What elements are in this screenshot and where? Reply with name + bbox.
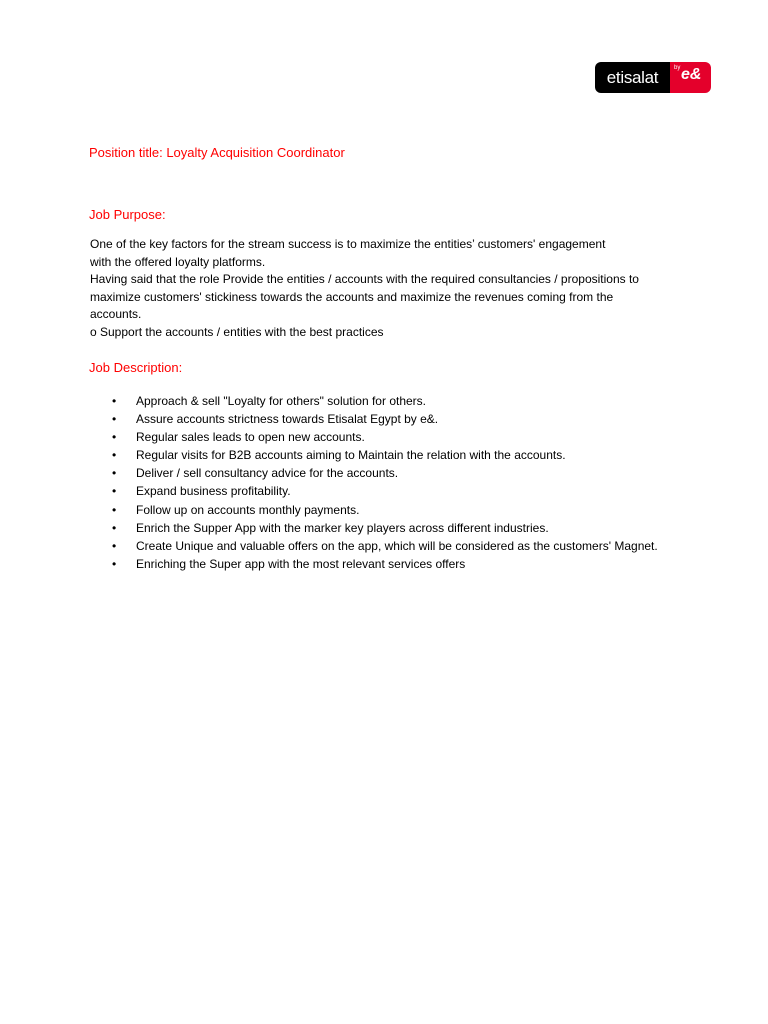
job-description-heading: Job Description:	[89, 360, 183, 375]
bullet-icon: •	[112, 448, 117, 463]
list-item	[112, 410, 672, 428]
list-item-text: Assure accounts strictness towards Etisalat Egypt by e&.	[136, 412, 439, 427]
bullet-icon: •	[112, 556, 117, 571]
list-item	[112, 519, 672, 537]
job-purpose-line: accounts.	[90, 307, 142, 322]
job-purpose-heading: Job Purpose:	[89, 207, 166, 222]
bullet-icon: •	[112, 502, 117, 517]
job-purpose-line: maximize customers' stickiness towards the accounts and maximize the revenues coming from the	[90, 289, 614, 304]
job-purpose-line: One of the key factors for the stream success is to maximize the entities’ customers' engagement	[90, 237, 606, 251]
list-item	[112, 446, 672, 464]
list-item-text: Enriching the Super app with the most relevant services offers	[136, 556, 466, 571]
bullet-icon: •	[112, 412, 117, 427]
logo-mark-text: e&	[681, 66, 702, 83]
list-item	[112, 501, 672, 519]
etisalat-logo	[595, 62, 711, 93]
list-item	[112, 428, 672, 446]
list-item-text: Create Unique and valuable offers on the app, which will be considered as the customers' Magnet.	[136, 538, 658, 553]
list-item-text: Expand business profitability.	[136, 484, 291, 499]
bullet-icon: •	[112, 394, 117, 408]
logo-by-text: by	[674, 65, 681, 71]
list-item	[112, 482, 672, 500]
list-item-text: Follow up on accounts monthly payments.	[136, 502, 360, 517]
list-item-text: Regular sales leads to open new accounts.	[136, 430, 365, 445]
logo-brand-text: etisalat	[595, 62, 670, 93]
list-item	[112, 555, 672, 573]
job-purpose-text	[90, 236, 690, 342]
logo-eand-mark	[670, 62, 711, 93]
bullet-icon: •	[112, 430, 117, 445]
job-purpose-line: o Support the accounts / entities with the best practices	[90, 324, 384, 339]
bullet-icon: •	[112, 466, 117, 481]
bullet-icon: •	[112, 484, 117, 499]
list-item	[112, 464, 672, 482]
bullet-icon: •	[112, 538, 117, 553]
list-item	[112, 537, 672, 555]
list-item-text: Approach & sell "Loyalty for others" solution for others.	[136, 394, 426, 408]
position-title: Position title: Loyalty Acquisition Coordinator	[89, 145, 345, 160]
list-item-text: Enrich the Supper App with the marker key players across different industries.	[136, 520, 549, 535]
list-item	[112, 392, 672, 410]
job-purpose-line: with the offered loyalty platforms.	[90, 254, 266, 269]
list-item-text: Regular visits for B2B accounts aiming to Maintain the relation with the accounts.	[136, 448, 566, 463]
bullet-icon: •	[112, 520, 117, 535]
job-description-list	[112, 392, 672, 573]
list-item-text: Deliver / sell consultancy advice for the accounts.	[136, 466, 399, 481]
job-purpose-line: Having said that the role Provide the entities / accounts with the required consultancies / propositions to	[90, 272, 639, 287]
